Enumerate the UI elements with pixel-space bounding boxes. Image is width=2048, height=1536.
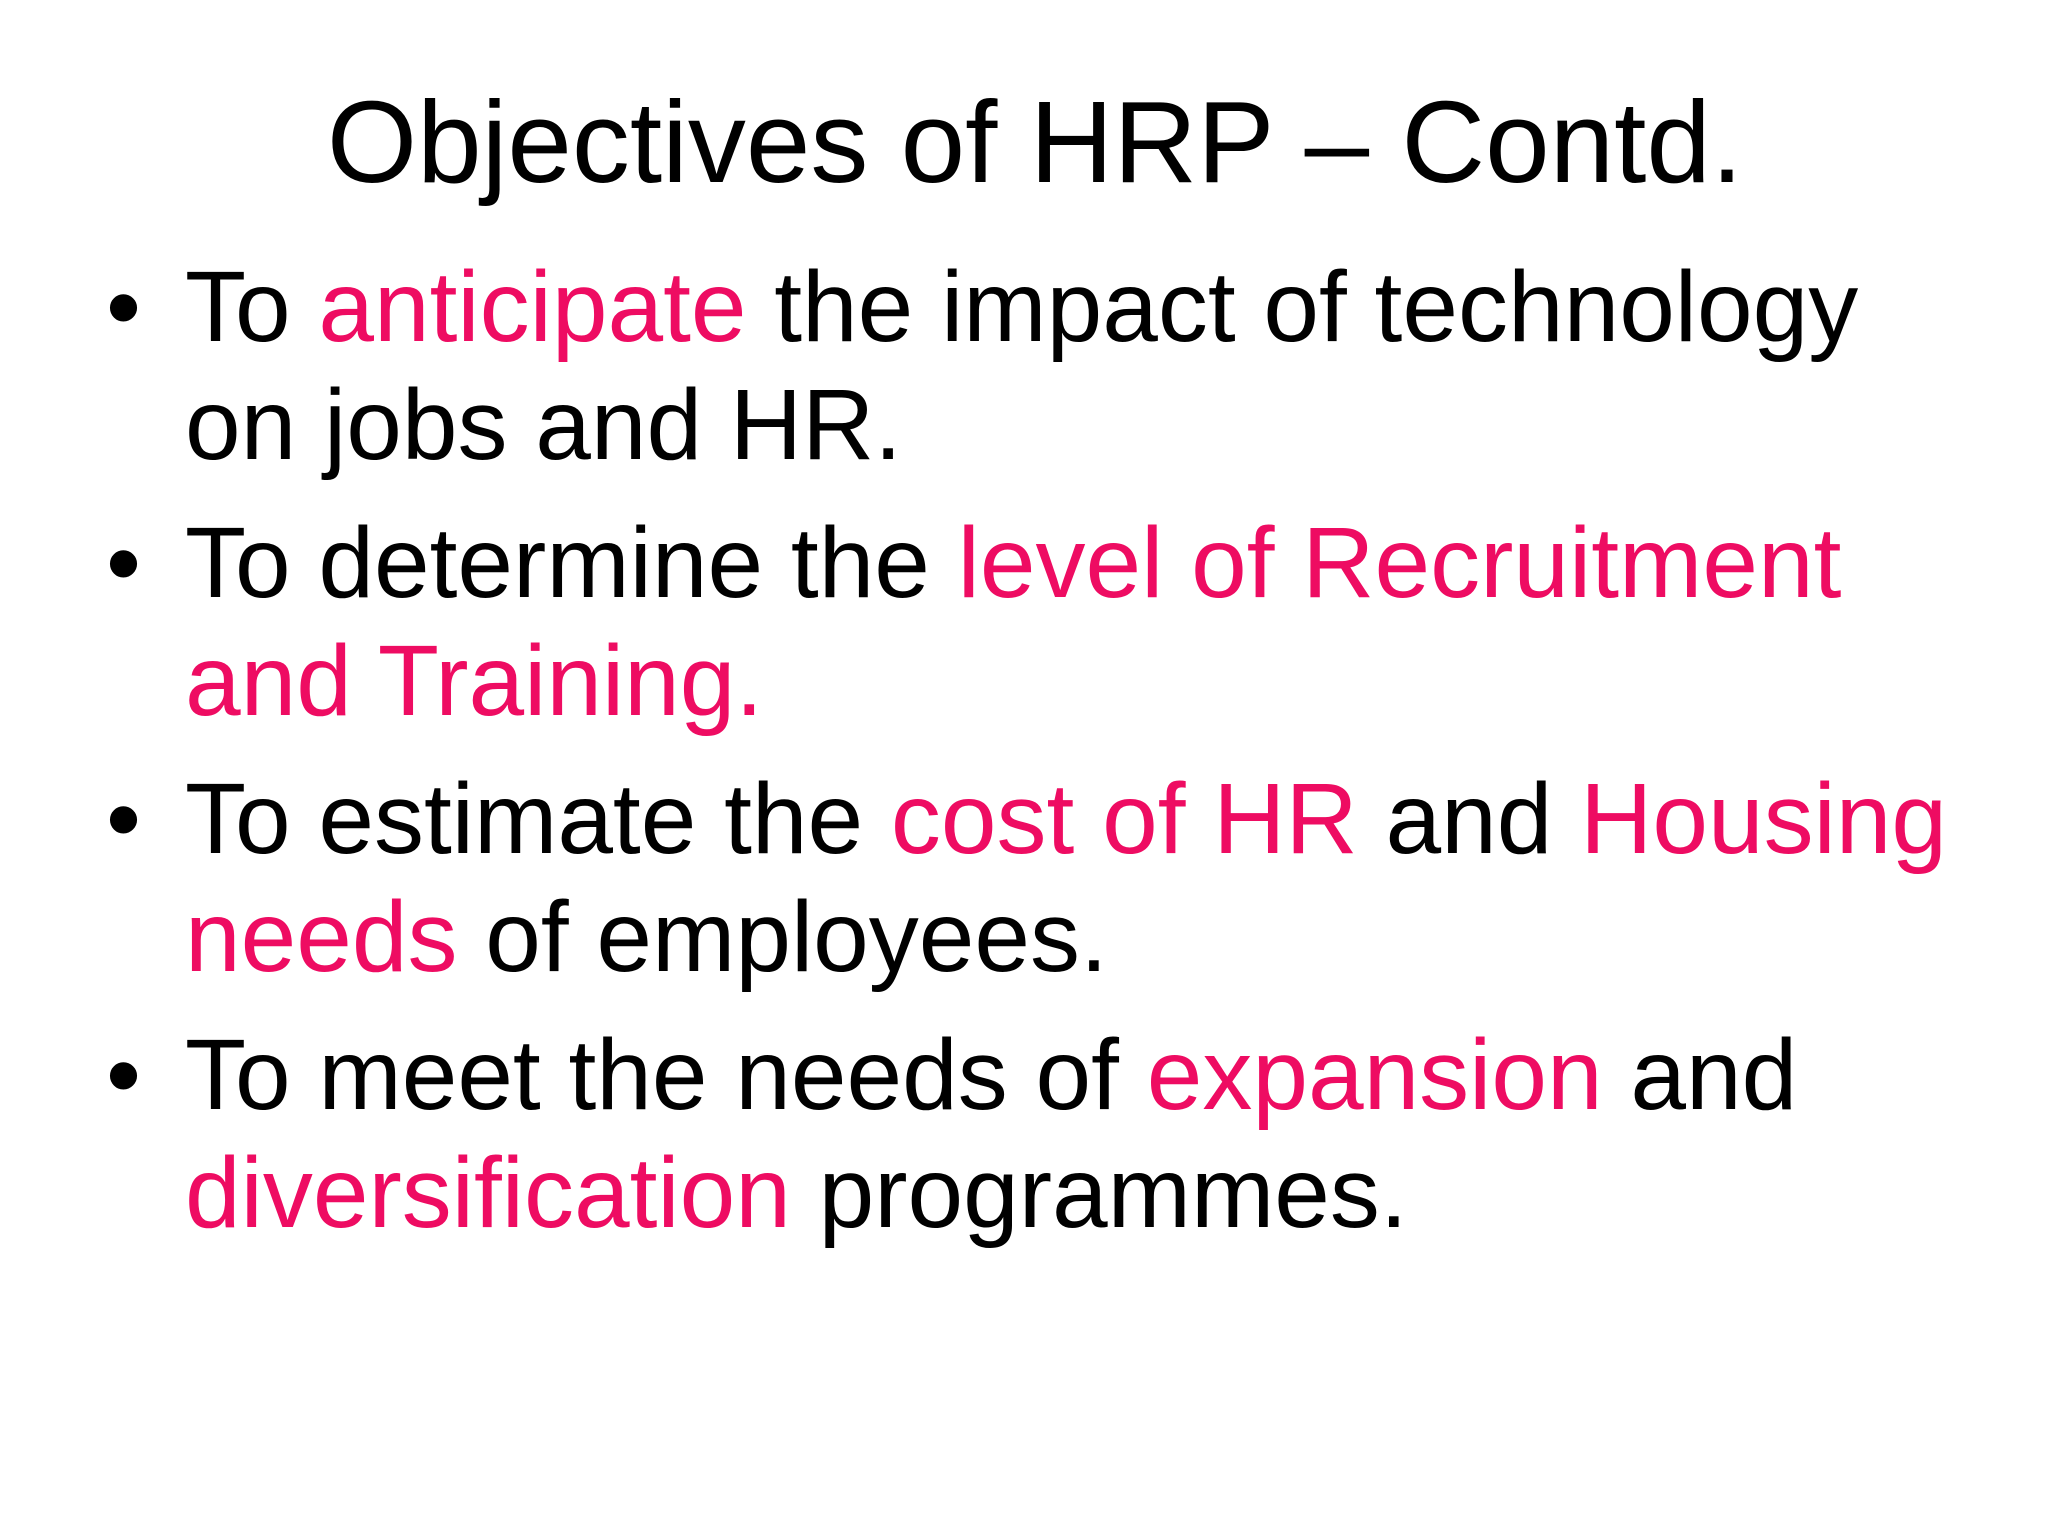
bullet-segment: the impact of technology on jobs and HR. (185, 251, 1859, 481)
bullet-segment: of employees. (457, 881, 1108, 993)
highlighted-term: anticipate (318, 251, 747, 363)
bullet-segment: To (185, 251, 319, 363)
bullet-dot-icon: • (106, 251, 142, 363)
bullet-text (185, 507, 1841, 737)
highlighted-term: level of Recruitment and Training. (185, 507, 1842, 737)
bullet-text (185, 1019, 1797, 1249)
highlighted-term: Housing needs (185, 763, 1948, 993)
bullet-item-2 (0, 504, 2048, 740)
bullet-segment: programmes. (790, 1137, 1408, 1249)
bullet-segment: To meet the needs of (185, 1019, 1147, 1131)
bullet-dot-icon: • (106, 1019, 142, 1131)
bullet-segment: and (1357, 763, 1581, 875)
bullet-item-1 (0, 248, 2048, 484)
highlighted-term: cost of HR (890, 763, 1358, 875)
bullet-text (185, 251, 1858, 481)
highlighted-term: diversification (185, 1137, 791, 1249)
bullet-segment: and (1602, 1019, 1798, 1131)
bullet-dot-icon: • (106, 763, 142, 875)
highlighted-term: expansion (1146, 1019, 1603, 1131)
bullet-list (0, 248, 2048, 1272)
bullet-segment: To estimate the (185, 763, 891, 875)
bullet-dot-icon: • (106, 507, 142, 619)
bullet-segment: To determine the (185, 507, 958, 619)
bullet-item-4 (0, 1016, 2048, 1252)
bullet-item-3 (0, 760, 2048, 996)
bullet-text (185, 763, 1947, 993)
slide-title: Objectives of HRP – Contd. (326, 77, 1744, 207)
